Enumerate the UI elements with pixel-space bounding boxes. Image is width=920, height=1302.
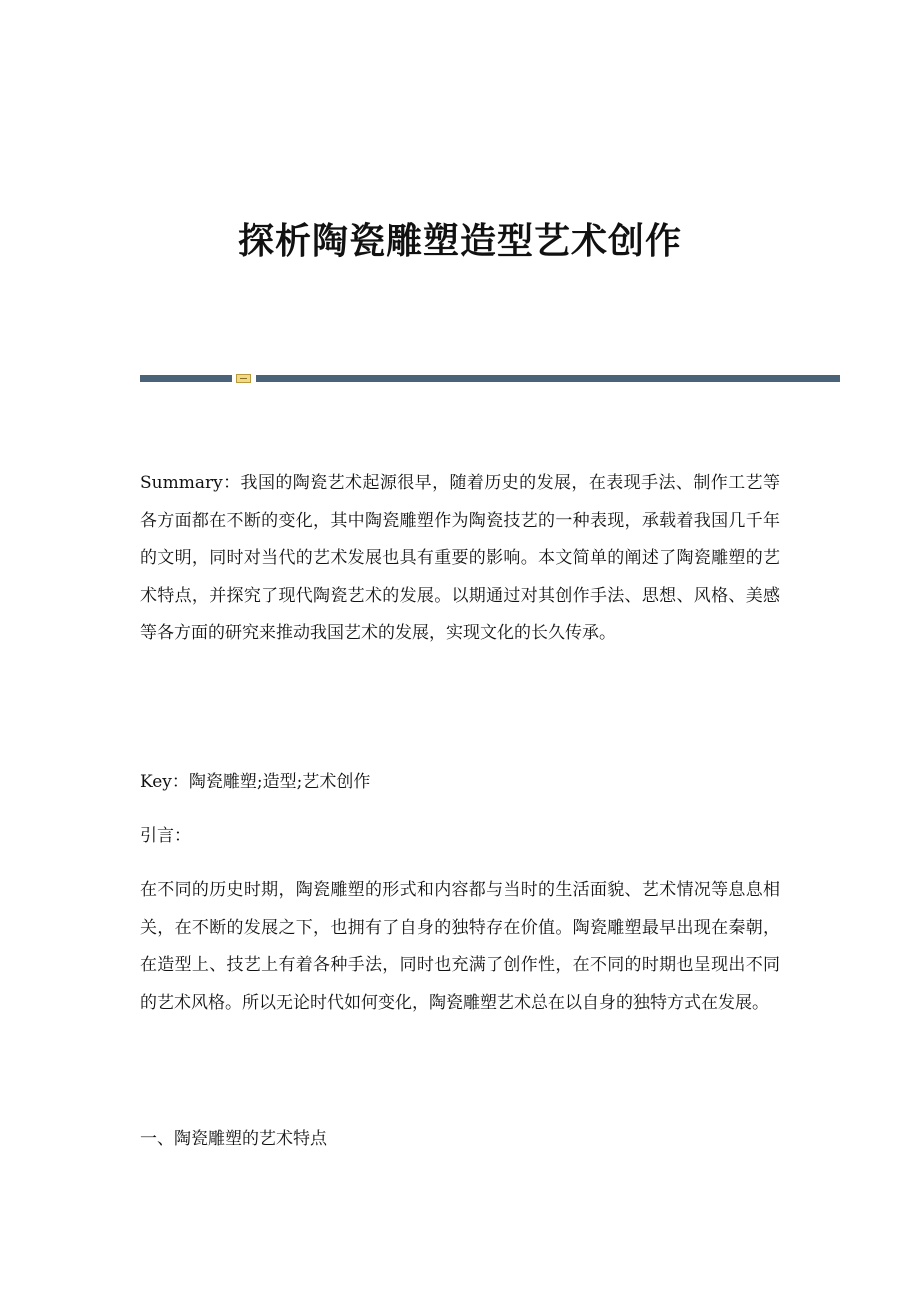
divider-emblem-icon bbox=[236, 374, 251, 383]
intro-paragraph: 在不同的历史时期，陶瓷雕塑的形式和内容都与当时的生活面貌、艺术情况等息息相关，在不断的发展之下，也拥有了自身的独特存在价值。陶瓷雕塑最早出现在秦朝，在造型上、技艺上有着各种手法，同时也充满了创作性，在不同的时期也呈现出不同的艺术风格。所以无论时代如何变化，陶瓷雕塑艺术总在以自身的独特方式在发展。 bbox=[140, 880, 780, 1013]
keywords-line: Key：陶瓷雕塑;造型;艺术创作 bbox=[140, 772, 371, 792]
page-title: 探析陶瓷雕塑造型艺术创作 bbox=[237, 220, 682, 262]
summary-paragraph: Summary：我国的陶瓷艺术起源很早，随着历史的发展，在表现手法、制作工艺等各方面都在不断的变化，其中陶瓷雕塑作为陶瓷技艺的一种表现，承载着我国几千年的文明，同时对当代的艺术发展也具有重要的影响。本文简单的阐述了陶瓷雕塑的艺术特点，并探究了现代陶瓷艺术的发展。以期通过对其创作手法、思想、风格、美感等各方面的研究来推动我国艺术的发展，实现文化的长久传承。 bbox=[140, 473, 780, 643]
divider-bar-right bbox=[256, 375, 840, 382]
divider-bar-left bbox=[140, 375, 232, 382]
section-heading: 一、陶瓷雕塑的艺术特点 bbox=[140, 1129, 327, 1149]
title-divider bbox=[140, 374, 840, 383]
intro-heading: 引言： bbox=[140, 826, 191, 846]
